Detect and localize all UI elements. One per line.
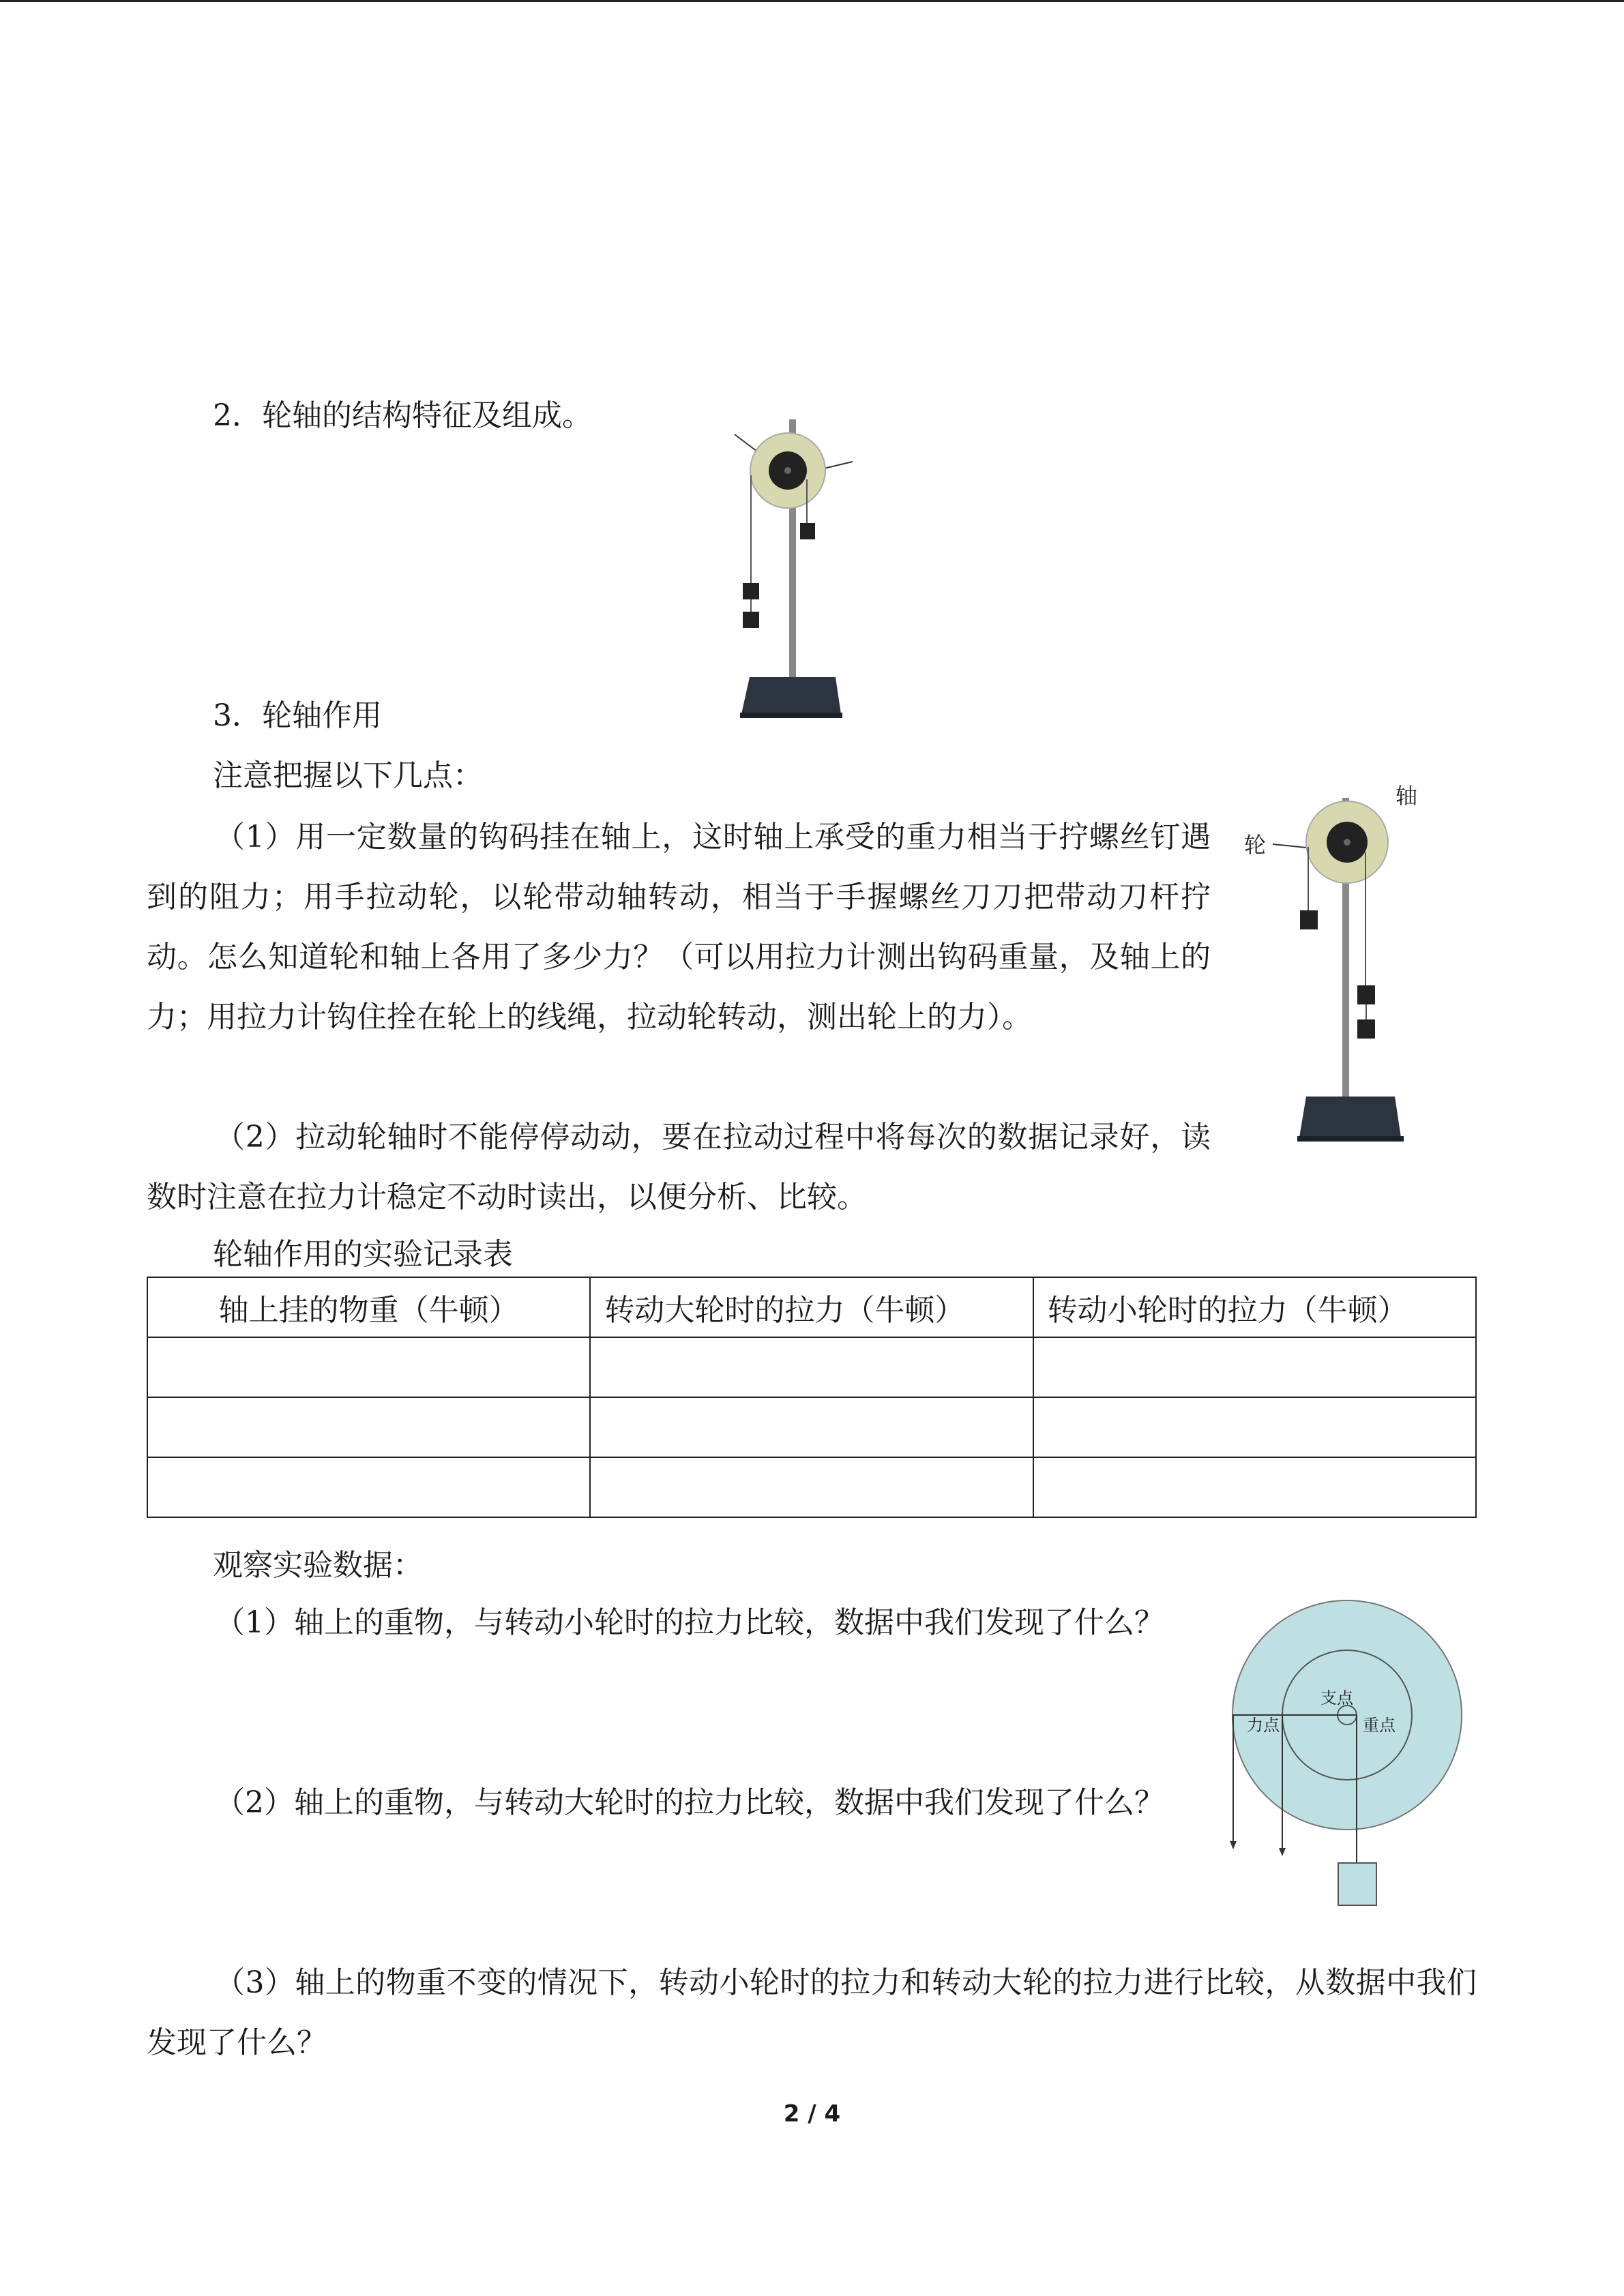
observe-intro: 观察实验数据： <box>213 1548 423 1583</box>
wheel-axle-lever-diagram <box>1228 1596 1466 1916</box>
table-cell[interactable] <box>590 1397 1033 1457</box>
note-intro: 注意把握以下几点： <box>213 758 483 793</box>
section-2-heading: 2．轮轴的结构特征及组成。 <box>213 398 592 433</box>
table-cell[interactable] <box>590 1337 1033 1397</box>
table-row <box>147 1397 1476 1457</box>
load-point-label: 重点 <box>1363 1716 1396 1735</box>
section-3-heading: 3．轮轴作用 <box>213 698 382 733</box>
wheel-label: 轮 <box>1244 832 1267 858</box>
axle-label: 轴 <box>1395 784 1417 809</box>
table-caption: 轮轴作用的实验记录表 <box>213 1237 513 1272</box>
table-cell[interactable] <box>147 1397 590 1457</box>
table-cell[interactable] <box>147 1457 590 1517</box>
header-small-wheel-force: 转动小轮时的拉力（牛顿） <box>1033 1277 1476 1337</box>
question-3: （3）轴上的物重不变的情况下，转动小轮时的拉力和转动大轮的拉力进行比较，从数据中我们发现了什么？ <box>147 1965 1477 2060</box>
table-row <box>147 1457 1476 1517</box>
table-cell[interactable] <box>147 1337 590 1397</box>
point-1-paragraph: （1）用一定数量的钩码挂在轴上，这时轴上承受的重力相当于拧螺丝钉遇到的阻力；用手拉动轮，以轮带动轴转动，相当于手握螺丝刀刀把带动刀杆拧动。怎么知道轮和轴上各用了多少力？（可以用拉力计测出钩码重量，及轴上的力；用拉力计钩住拴在轮上的线绳，拉动轮转动，测出轮上的力）。 <box>147 820 1211 1034</box>
table-header-row <box>147 1277 1476 1337</box>
question-2: （2）轴上的重物，与转动大轮时的拉力比较，数据中我们发现了什么？ <box>215 1785 1164 1820</box>
wheel-axle-apparatus-labeled-figure <box>1241 784 1446 1152</box>
header-large-wheel-force: 转动大轮时的拉力（牛顿） <box>590 1277 1033 1337</box>
table-cell[interactable] <box>1033 1337 1476 1397</box>
fulcrum-label: 支点 <box>1320 1688 1353 1708</box>
effort-point-label: 力点 <box>1247 1716 1280 1735</box>
page-number: 2 / 4 <box>783 2100 841 2128</box>
point-2-paragraph: （2）拉动轮轴时不能停停动动，要在拉动过程中将每次的数据记录好，读数时注意在拉力计稳定不动时读出，以便分析、比较。 <box>147 1120 1211 1214</box>
table-row <box>147 1337 1476 1397</box>
table-cell[interactable] <box>1033 1457 1476 1517</box>
page-top-border <box>0 0 1624 2</box>
experiment-record-table <box>147 1277 1477 1518</box>
question-1: （1）轴上的重物，与转动小轮时的拉力比较，数据中我们发现了什么？ <box>215 1605 1164 1640</box>
table-cell[interactable] <box>1033 1397 1476 1457</box>
wheel-axle-apparatus-small-figure <box>726 419 863 723</box>
table-cell[interactable] <box>590 1457 1033 1517</box>
header-axle-weight: 轴上挂的物重（牛顿） <box>147 1277 590 1337</box>
